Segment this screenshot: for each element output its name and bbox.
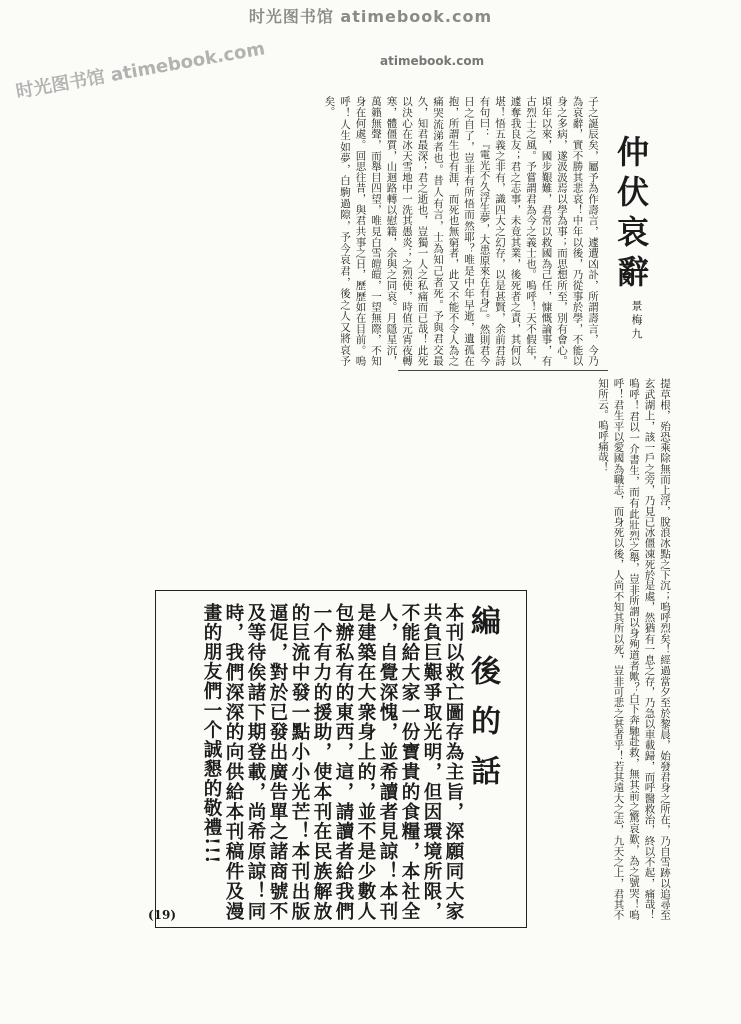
column-divider bbox=[398, 370, 608, 371]
editorial-title: 編後的話 bbox=[465, 605, 500, 805]
article-body-continued: 提草根，殆恐乘除無而上浮，脫浪冰點之下沉；嗚呼烈矣！經過當夕至於黎晨，始發君身之所在，乃自雪跡以追尋至玄武湖上，該一戶之旁，乃見已冰僵凍死於是處，然猶有一息之存，乃急以車載歸，而呼醫救治，終以不起，痛哉！嗚呼！君以一介書生，而有此壯烈之舉，豈非所謂以身殉道者歟？白下奔馳赴救，無其前之驚哀歎，為之號哭！嗚呼！君生平以愛國為職志，而身死以後，人尚不知其所以死，豈非可悲之甚者乎！若其遠大之志，九天之上，君其不知所云。嗚呼痛哉！ bbox=[597, 378, 671, 920]
editorial-body: 本刊以救亡圖存為主旨，深願同大家共負巨艱爭取光明，但因環境所限，不能給大家一份寶貴的食糧，本社全人，自覺深愧，並希讀者見諒！本刊是建築在大衆身上的，並不是少數人包辦私有的東西，這，請讀者給我們一个有力的援助，使本刊在民族解放的巨流中發一點小小光芒！本刊出版逼促，對於已發出廣告單之諸商號不及等待俟諸下期登載，尚希原諒！同時，我們深深的向供給本刊稿件及漫畫的朋友們一个誠懇的敬禮!!! bbox=[201, 603, 464, 921]
watermark-side: 时光图书馆 atimebook.com bbox=[14, 38, 267, 103]
watermark-mid: atimebook.com bbox=[380, 54, 485, 68]
editorial-box bbox=[155, 590, 527, 928]
article-author: 景梅九 bbox=[630, 300, 643, 342]
watermark-top: 时光图书馆 atimebook.com bbox=[248, 7, 493, 26]
article-body: 子之誕辰矣，屬予為作壽言，遽遭凶訃，所謂壽言，今乃為哀辭，實不勝其悲哀！中年以後，乃從事於學，不能以身之多病，遂汲汲焉以學為事；而思想所至，別有會心。頃年以來，國步艱難，君常以救國為己任，慷慨論事，有古烈士之風。予嘗謂君為今之義士也。嗚呼！天不假年，遽奪我良友；君之志事，未竟其業，後死者之責，其何以堪！悟五義之非有，識四大之幻存，以是甚賢，余前君詩有句曰：『電光不久浮生夢，大患原來在有身』。然則君今日之自了，豈非有所悟而然耶？唯是中年早逝，遺孤在抱，所謂生也有涯，而死也無窮者，此又不能不令人為之痛哭流涕者也。昔人有言，士為知己者死。予與君交最久，知君最深；君之逝也，豈獨一人之私痛而已哉！此死以決心在冰天雪地中一洗其愚炎；之烈使，時值元宵夜轉寒，體僵質，山迴路轉以慰籍，余與之同哀。月隱星沉，萬籟無聲，而舉目四望，唯見白雪皚皚，一望無際，不知身在何處。回思往昔，與君共事之日，歷歷如在目前。嗚呼！人生如夢，白駒過隙，予今哀君，後之人又將哀予矣。 bbox=[323, 96, 599, 366]
article-title: 仲伏哀辭 bbox=[612, 135, 650, 295]
page-number: (19) bbox=[148, 908, 177, 922]
